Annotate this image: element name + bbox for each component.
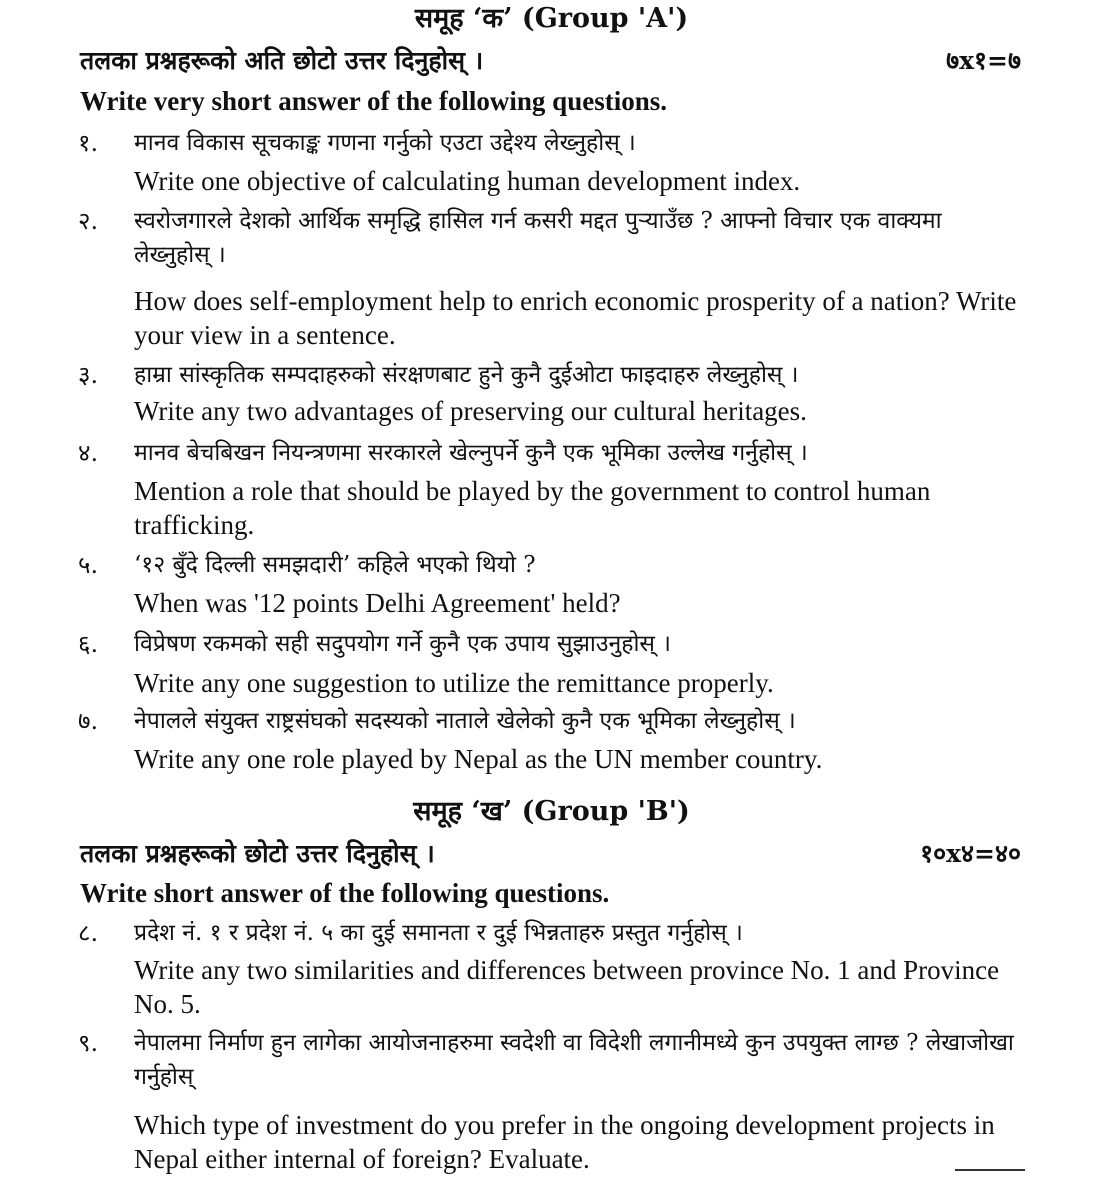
group-a-marks: ७x१=७: [946, 46, 1021, 75]
question-text-nepali: नेपालमा निर्माण हुन लागेका आयोजनाहरुमा स्वदेशी वा विदेशी लगानीमध्ये कुन उपयुक्त लाग्छ ? लेखाजोखा गर्नुहोस्: [134, 1030, 1014, 1090]
question-text-nepali: प्रदेश नं. १ र प्रदेश नं. ५ का दुई समानता र दुई भिन्नताहरु प्रस्तुत गर्नुहोस् ।: [134, 920, 743, 946]
question-text-english: Write one objective of calculating human development index.: [134, 166, 801, 196]
question-number: ४.: [78, 439, 99, 467]
question-text-english: Which type of investment do you prefer in the ongoing development projects in Nepal either internal of foreign? Evaluate.: [134, 1110, 995, 1174]
question-text-nepali: विप्रेषण रकमको सही सदुपयोग गर्ने कुनै एक उपाय सुझाउनुहोस् ।: [134, 631, 671, 657]
group-b-title: समूह ‘ख’ (Group 'B'): [413, 796, 690, 827]
question-text-english: How does self-employment help to enrich economic prosperity of a nation? Write your view in a sentence.: [134, 286, 1017, 350]
question-number: ७.: [78, 707, 99, 735]
question-text-nepali: मानव बेचबिखन नियन्त्रणमा सरकारले खेल्नुपर्ने कुनै एक भूमिका उल्लेख गर्नुहोस् ।: [134, 440, 808, 466]
question-text-english: Write any one suggestion to utilize the remittance properly.: [134, 668, 774, 698]
question-number: ६.: [78, 630, 99, 658]
question-text-english: Mention a role that should be played by the government to control human trafficking.: [134, 476, 931, 540]
page-edge-mark: [955, 1169, 1025, 1177]
question-text-english: Write any two advantages of preserving our cultural heritages.: [134, 396, 807, 426]
question-number: ३.: [78, 361, 99, 389]
group-b-marks: १०x४=४०: [920, 839, 1021, 868]
question-text-english: When was '12 points Delhi Agreement' held?: [134, 588, 621, 618]
group-a-title: समूह ‘क’ (Group 'A'): [414, 3, 689, 34]
question-text-nepali: स्वरोजगारले देशको आर्थिक समृद्धि हासिल गर्न कसरी मद्दत पुऱ्याउँछ ? आफ्नो विचार एक वाक्यमा लेख्नुहोस् ।: [134, 208, 942, 268]
question-text-nepali: हाम्रा सांस्कृतिक सम्पदाहरुको संरक्षणबाट हुने कुनै दुईओटा फाइदाहरु लेख्नुहोस् ।: [134, 362, 799, 388]
group-a-instruction-nepali: तलका प्रश्नहरूको अति छोटो उत्तर दिनुहोस् ।: [80, 46, 484, 75]
question-number: १.: [78, 129, 99, 157]
group-b-instruction-nepali: तलका प्रश्नहरूको छोटो उत्तर दिनुहोस् ।: [80, 839, 435, 868]
question-number: ९.: [78, 1029, 99, 1057]
question-text-nepali: मानव विकास सूचकाङ्क गणना गर्नुको एउटा उद्देश्य लेख्नुहोस् ।: [134, 130, 636, 156]
question-text-english: Write any two similarities and differences between province No. 1 and Province No. 5.: [134, 955, 1000, 1019]
question-number: ५.: [78, 551, 99, 579]
question-number: ८.: [78, 919, 99, 947]
question-text-nepali: ‘१२ बुँदे दिल्ली समझदारी’ कहिले भएको थियो ?: [134, 552, 536, 578]
question-number: २.: [78, 207, 99, 235]
question-text-nepali: नेपालले संयुक्त राष्ट्रसंघको सदस्यको नाताले खेलेको कुनै एक भूमिका लेख्नुहोस् ।: [134, 708, 796, 734]
group-b-instruction-english: Write short answer of the following questions.: [80, 878, 610, 908]
question-text-english: Write any one role played by Nepal as the UN member country.: [134, 744, 823, 774]
group-a-instruction-english: Write very short answer of the following questions.: [80, 86, 667, 116]
